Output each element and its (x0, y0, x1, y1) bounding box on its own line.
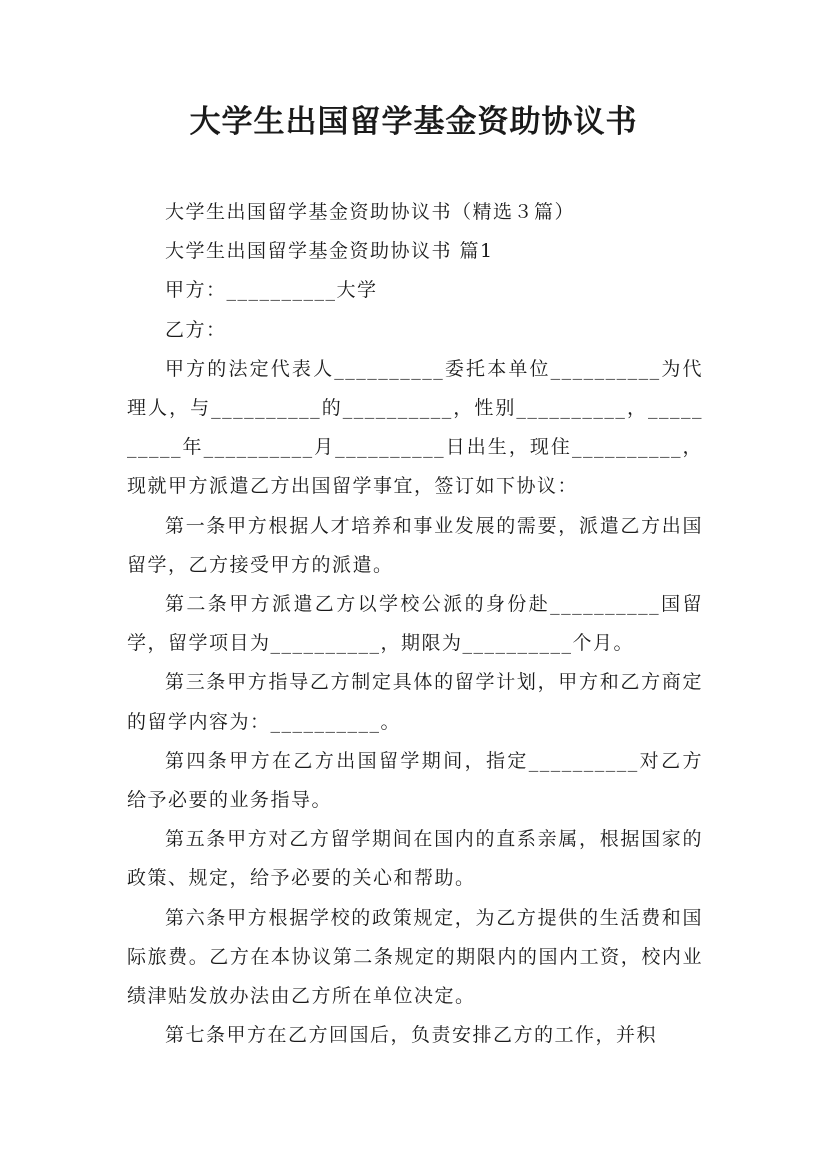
paragraph-article-1: 第一条甲方根据人才培养和事业发展的需要，派遣乙方出国留学，乙方接受甲方的派遣。 (127, 514, 703, 576)
paragraph-preamble: 甲方的法定代表人__________委托本单位__________为代理人，与__________的__________，性别__________，__________年__________月__________日出生，现住__________，现就甲方派遣乙方出国留学事宜，签订如下协议： (127, 357, 703, 498)
paragraph-party-b: 乙方： (165, 318, 227, 341)
paragraph-article-2: 第二条甲方派遣乙方以学校公派的身份赴__________国留学，留学项目为__________，期限为__________个月。 (127, 593, 703, 655)
paragraph-section-heading: 大学生出国留学基金资助协议书 篇1 (165, 240, 494, 263)
paragraph-party-a: 甲方：__________大学 (165, 279, 378, 302)
paragraph-subtitle: 大学生出国留学基金资助协议书（精选３篇） (165, 201, 576, 223)
paragraph-article-7: 第七条甲方在乙方回国后，负责安排乙方的工作，并积 (165, 1024, 658, 1047)
paragraph-article-6: 第六条甲方根据学校的政策规定，为乙方提供的生活费和国际旅费。乙方在本协议第二条规定的期限内的国内工资，校内业绩津贴发放办法由乙方所在单位决定。 (127, 906, 703, 1008)
paragraph-article-5: 第五条甲方对乙方留学期间在国内的直系亲属，根据国家的政策、规定，给予必要的关心和帮助。 (127, 828, 703, 890)
document-body (127, 193, 703, 1055)
document-title: 大学生出国留学基金资助协议书 (189, 104, 638, 140)
paragraph-article-3: 第三条甲方指导乙方制定具体的留学计划，甲方和乙方商定的留学内容为：__________。 (127, 671, 703, 733)
paragraph-article-4: 第四条甲方在乙方出国留学期间，指定__________对乙方给予必要的业务指导。 (127, 749, 703, 812)
